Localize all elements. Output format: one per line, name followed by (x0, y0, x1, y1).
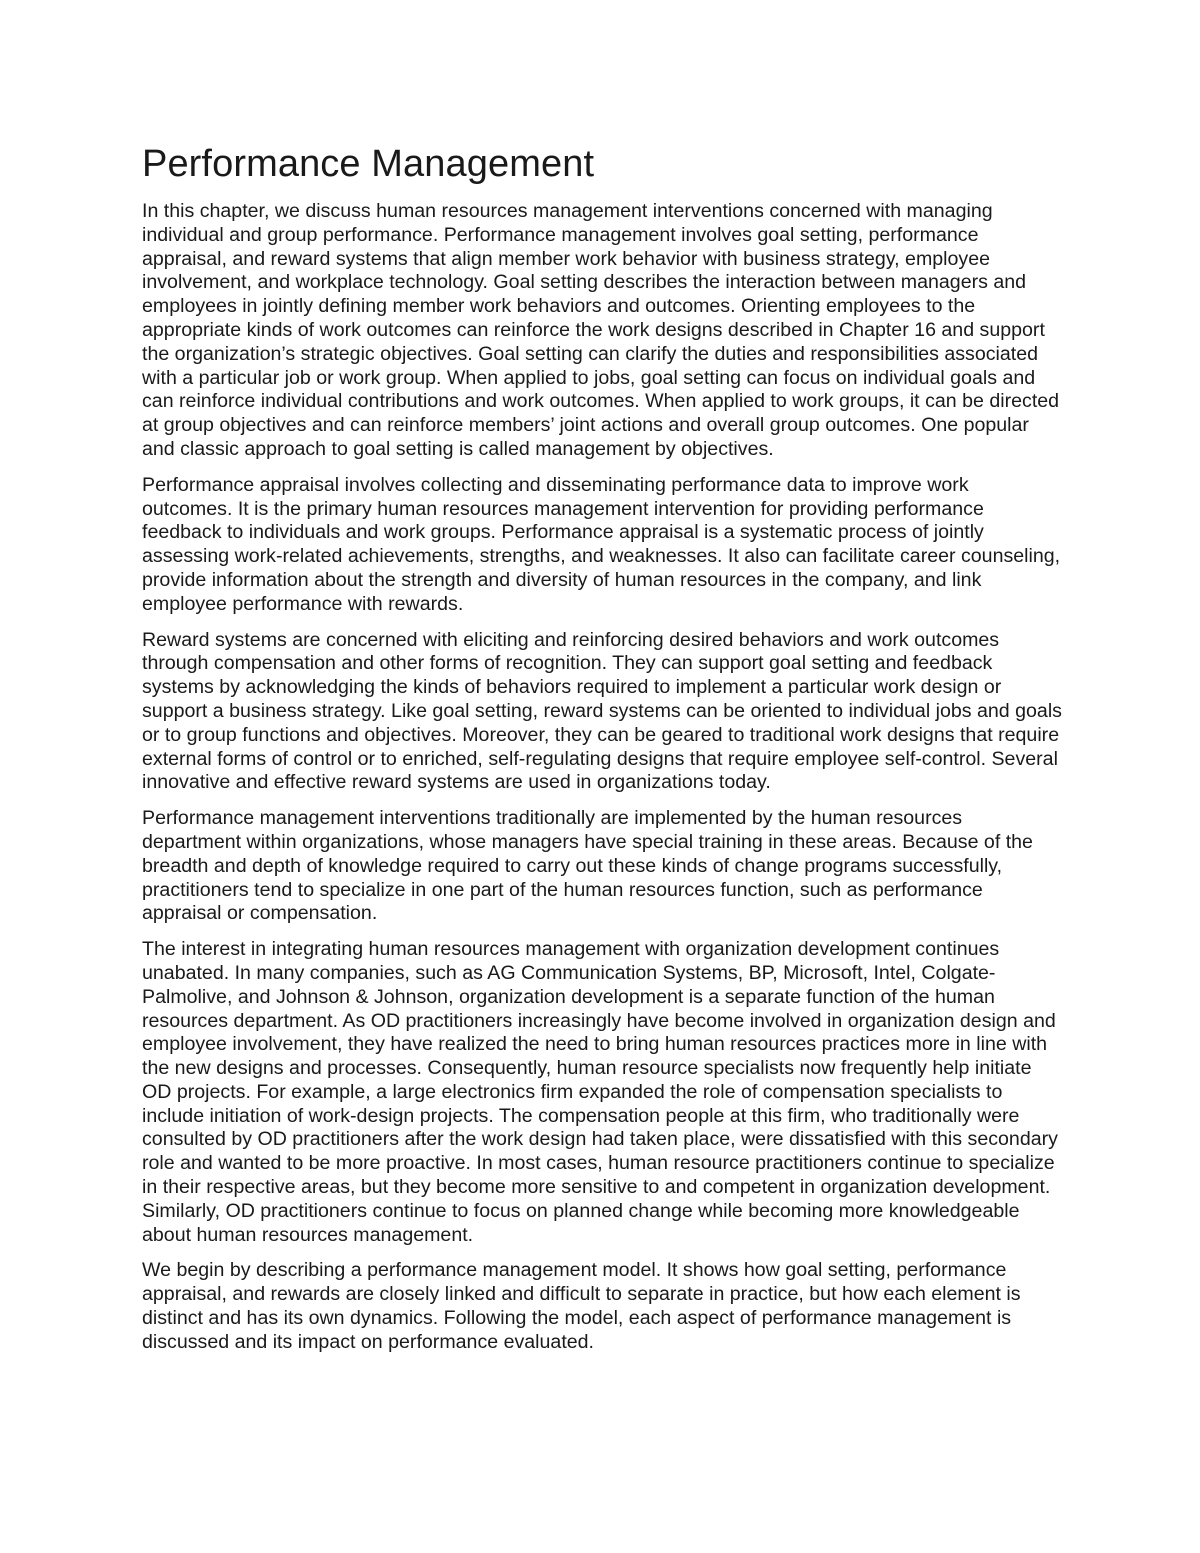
paragraph-model-overview: We begin by describing a performance management model. It shows how goal setting, performance appraisal, and rewards are closely linked and difficult to separate in practice, but how each element is distinct and has its own dynamics. Following the model, each aspect of performance management is discussed and its impact on performance evaluated. (142, 1259, 1021, 1353)
paragraph-integration: The interest in integrating human resources management with organization development continues unabated. In many companies, such as AG Communication Systems, BP, Microsoft, Intel, Colgate-Palmolive, and Johnson & Johnson, organization development is a separate function of the human resources department. As OD practitioners increasingly have become involved in organization design and employee involvement, they have realized the need to bring human resources practices more in line with the new designs and processes. Consequently, human resource specialists now frequently help initiate OD projects. For example, a large electronics firm expanded the role of compensation specialists to include initiation of work-design projects. The compensation people at this firm, who traditionally were consulted by OD practitioners after the work design had taken place, were dissatisfied with this secondary role and wanted to be more proactive. In most cases, human resource practitioners continue to specialize in their respective areas, but they become more sensitive to and competent in organization development. Similarly, OD practitioners continue to focus on planned change while becoming more knowledgeable about human resources management. (142, 938, 1058, 1246)
document-page (142, 140, 1062, 1367)
paragraph-intro: In this chapter, we discuss human resources management interventions concerned with managing individual and group performance. Performance management involves goal setting, performance appraisal, and reward systems that align member work behavior with business strategy, employee involvement, and workplace technology. Goal setting describes the interaction between managers and employees in jointly defining member work behaviors and outcomes. Orienting employees to the appropriate kinds of work outcomes can reinforce the work designs described in Chapter 16 and support the organization’s strategic objectives. Goal setting can clarify the duties and responsibilities associated with a particular job or work group. When applied to jobs, goal setting can focus on individual goals and can reinforce individual contributions and work outcomes. When applied to work groups, it can be directed at group objectives and can reinforce members’ joint actions and overall group outcomes. One popular and classic approach to goal setting is called management by objectives. (142, 200, 1060, 460)
paragraph-implementation: Performance management interventions traditionally are implemented by the human resources department within organizations, whose managers have special training in these areas. Because of the breadth and depth of knowledge required to carry out these kinds of change programs successfully, practitioners tend to specialize in one part of the human resources function, such as performance appraisal or compensation. (142, 807, 1033, 925)
paragraph-reward-systems: Reward systems are concerned with eliciting and reinforcing desired behaviors and work outcomes through compensation and other forms of recognition. They can support goal setting and feedback systems by acknowledging the kinds of behaviors required to implement a particular work design or support a business strategy. Like goal setting, reward systems can be oriented to individual jobs and goals or to group functions and objectives. Moreover, they can be geared to traditional work designs that require external forms of control or to enriched, self-regulating designs that require employee self-control. Several innovative and effective reward systems are used in organizations today. (142, 628, 1062, 794)
paragraph-performance-appraisal: Performance appraisal involves collecting and disseminating performance data to improve work outcomes. It is the primary human resources management intervention for providing performance feedback to individuals and work groups. Performance appraisal is a systematic process of jointly assessing work-related achievements, strengths, and weaknesses. It also can facilitate career counseling, provide information about the strength and diversity of human resources in the company, and link employee performance with rewards. (142, 473, 1061, 615)
page-title: Performance Management (142, 143, 595, 185)
